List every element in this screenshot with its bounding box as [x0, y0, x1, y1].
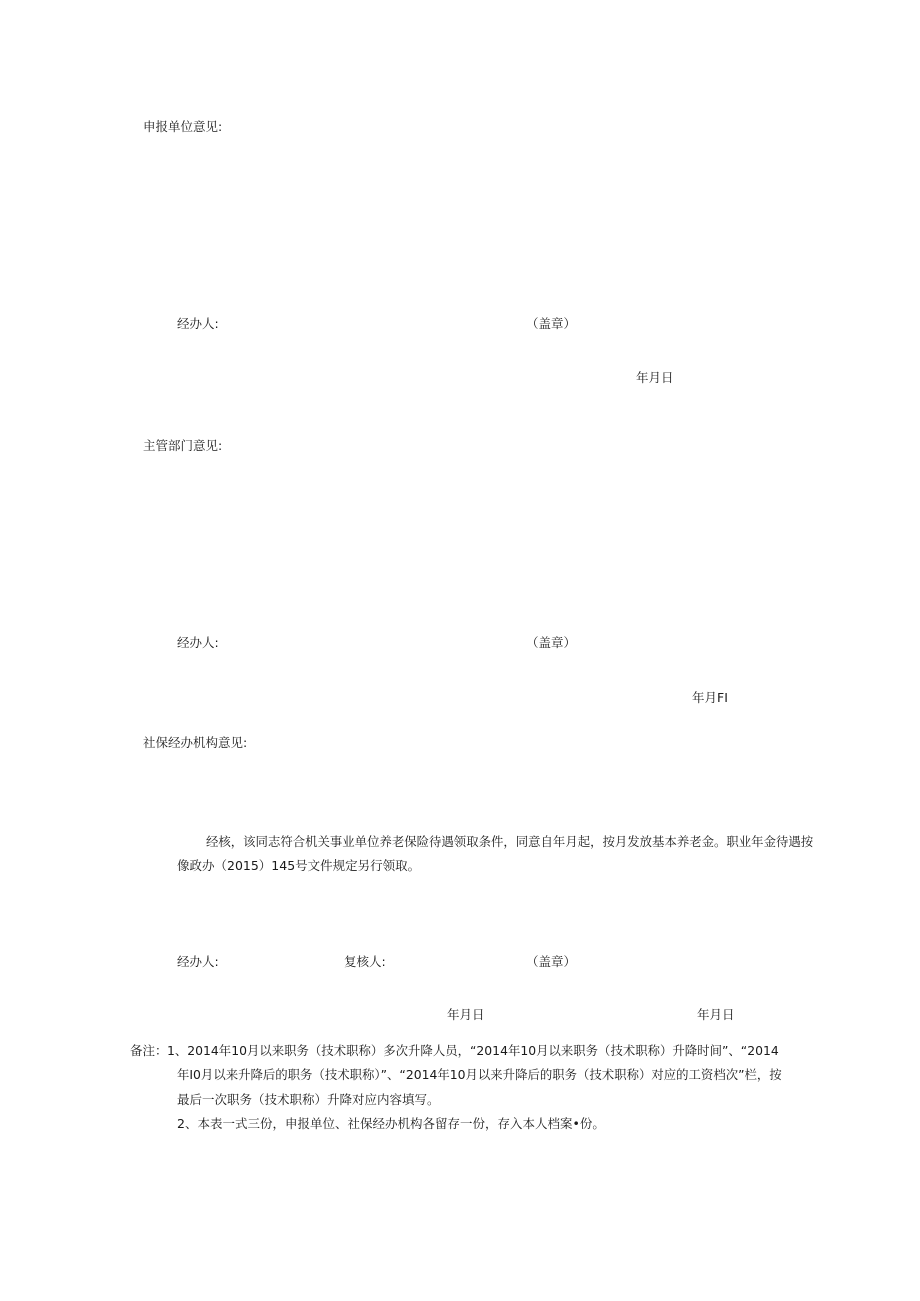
social-security-reviewer-label: 复核人: [344, 954, 386, 969]
social-security-opinion-line2: 像政办（2015）145号文件规定另行领取。 [177, 858, 421, 873]
social-security-handler-label: 经办人: [177, 954, 219, 969]
social-security-opinion-line1: 经核，该同志符合机关事业单位养老保险待遇领取条件，同意自年月起，按月发放基本养老金。职业年金待遇按 [206, 834, 814, 849]
notes-item1-line1: 1、2014年10月以来职务（技术职称）多次升降人员，“2014年10月以来职务（技术职称）升降时间”、“2014 [167, 1043, 779, 1058]
authority-opinion-heading: 主管部门意见: [143, 438, 223, 453]
applicant-opinion-heading: 申报单位意见: [143, 119, 223, 134]
applicant-seal-label: （盖章） [526, 316, 577, 331]
social-security-opinion-heading: 社保经办机构意见: [143, 735, 248, 750]
authority-seal-label: （盖章） [526, 635, 577, 650]
notes-label: 备注： [130, 1043, 168, 1058]
social-security-seal-label: （盖章） [526, 954, 577, 969]
notes-item2: 2、本表一式三份，申报单位、社保经办机构各留存一份，存入本人档案•份。 [177, 1116, 605, 1131]
social-security-date-left: 年月日 [447, 1007, 485, 1022]
authority-handler-label: 经办人: [177, 635, 219, 650]
notes-item1-line3: 最后一次职务（技术职称）升降对应内容填写。 [177, 1092, 440, 1107]
authority-date: 年月FI [692, 690, 728, 705]
social-security-date-right: 年月日 [697, 1007, 735, 1022]
applicant-date: 年月日 [636, 370, 674, 385]
applicant-handler-label: 经办人: [177, 316, 219, 331]
notes-item1-line2: 年I0月以来升降后的职务（技术职称）”、“2014年10月以来升降后的职务（技术职称）对应的工资档次”栏，按 [177, 1067, 782, 1082]
